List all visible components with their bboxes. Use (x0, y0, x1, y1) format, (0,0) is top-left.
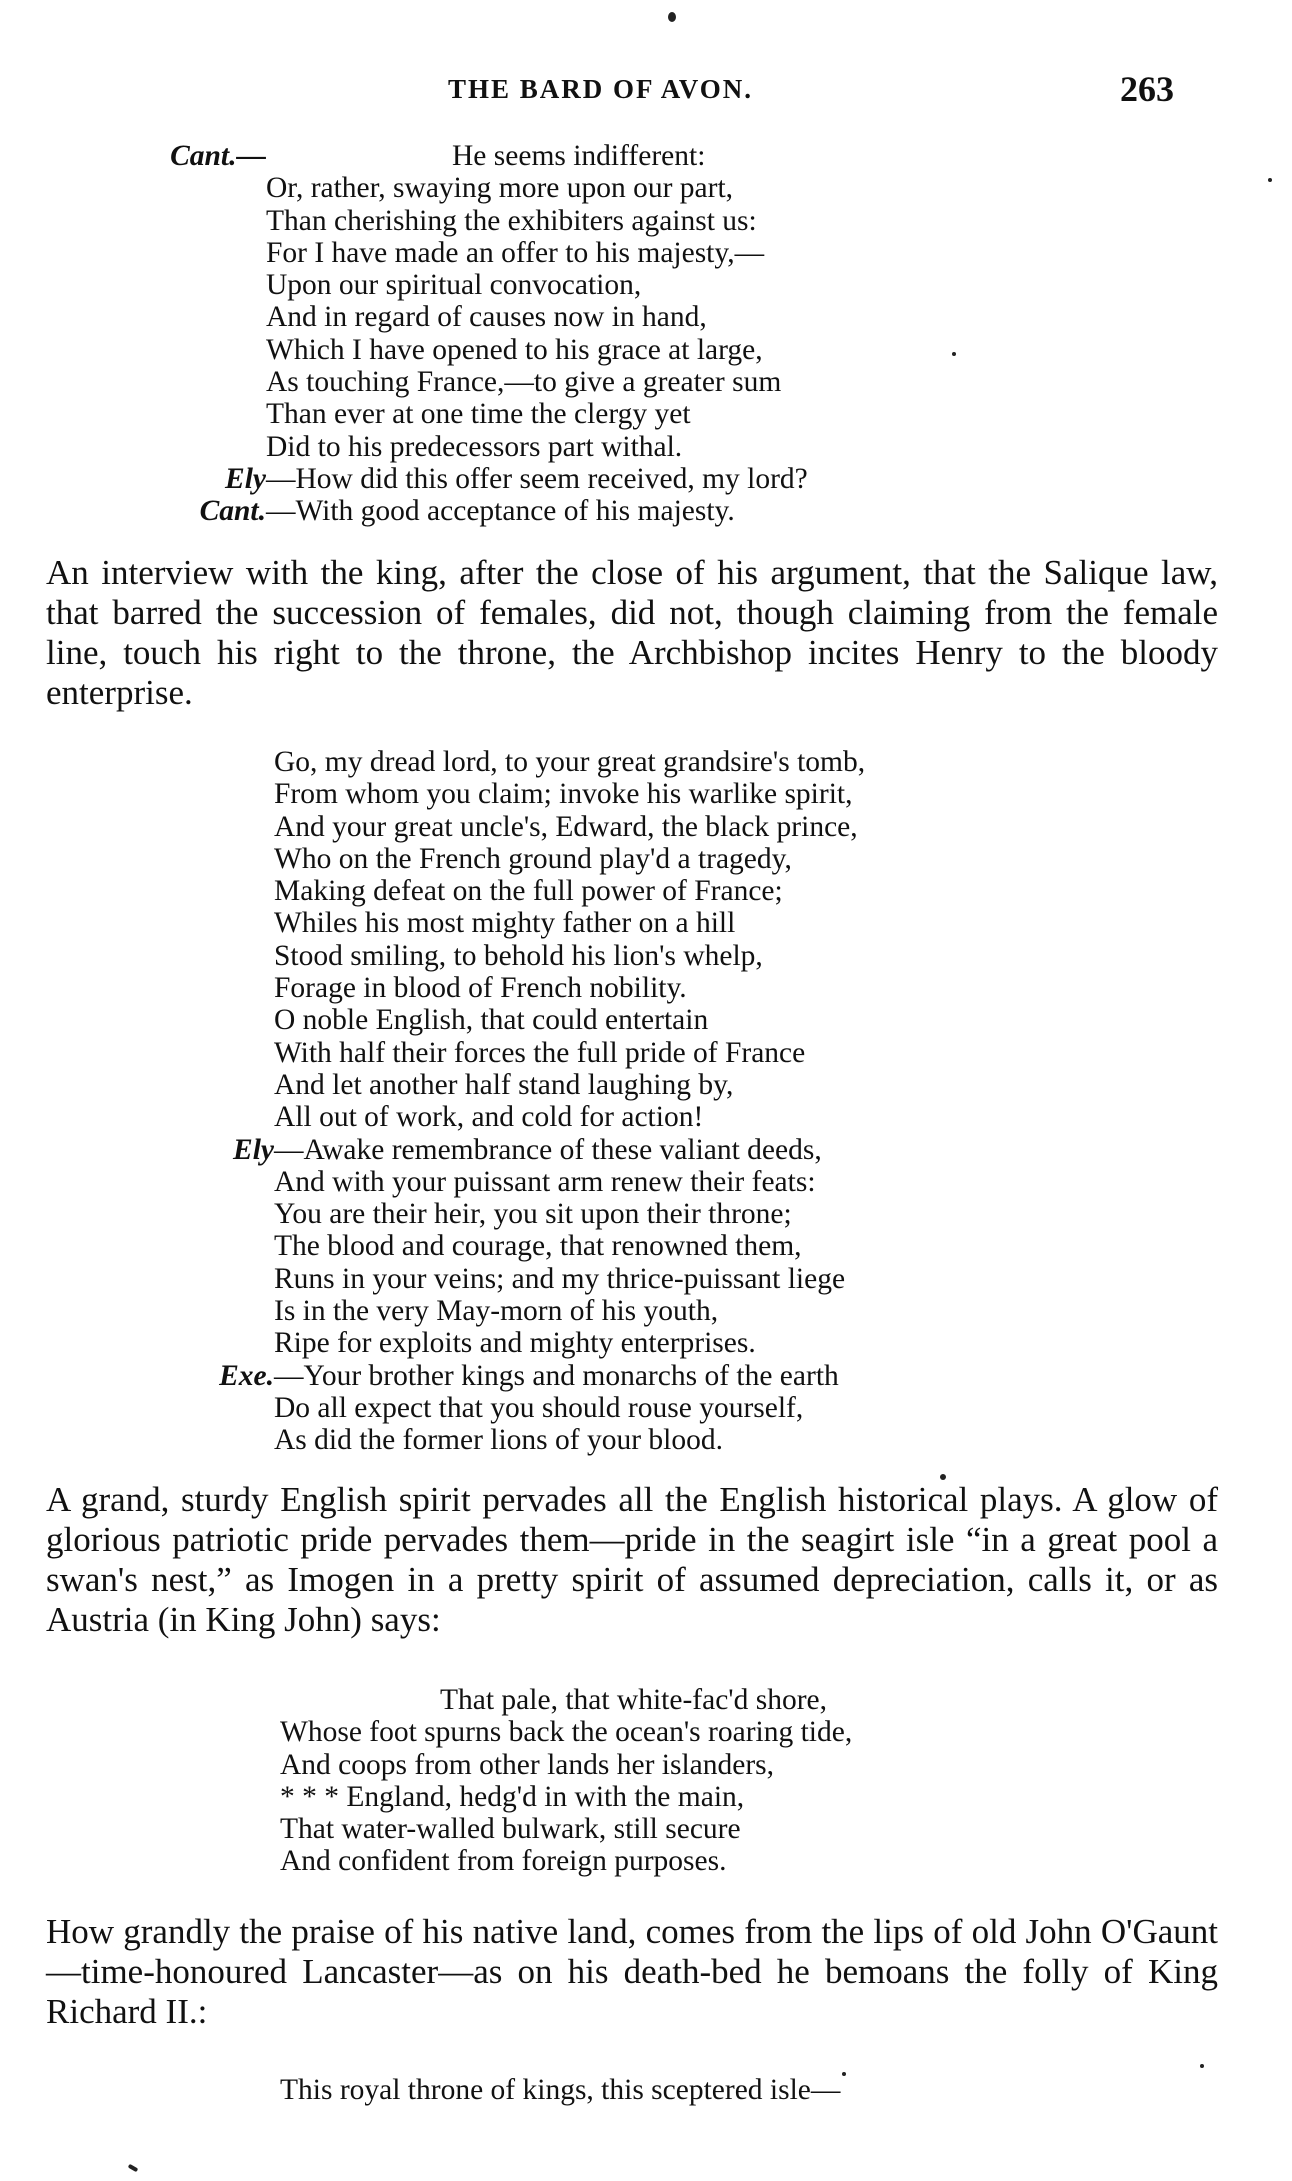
prose-paragraph-2: A grand, sturdy English spirit pervades all the English historical plays. A glow of glorious patriotic pride pervades them—pride in the seagirt isle “in a great pool a swan's nest,” as Imogen in a pretty spirit of assumed depreciation, calls it, or as Austria (in King John) says: (46, 1480, 1218, 1639)
verse-text: Than cherishing the exhibiters against us: (266, 204, 757, 237)
verse-text: From whom you claim; invoke his warlike spirit, (274, 778, 853, 811)
ink-speck (952, 352, 956, 356)
verse-line (274, 843, 865, 875)
verse-line (274, 1037, 865, 1069)
verse-line (280, 1749, 852, 1781)
speaker-name: Ely (233, 1133, 274, 1166)
prose-paragraph-1: An interview with the king, after the close of his argument, that the Salique law, that barred the succession of females, did not, though claiming from the female line, touch his right to the throne, the Archbishop incites Henry to the bloody enterprise. (46, 553, 1218, 712)
verse-block-1 (170, 140, 808, 528)
verse-text: * * * England, hedg'd in with the main, (280, 1780, 745, 1813)
verse-text: This royal throne of kings, this sceptered isle— (280, 2074, 841, 2106)
verse-line (274, 778, 865, 810)
verse-text: Is in the very May-morn of his youth, (274, 1295, 719, 1328)
verse-text: The blood and courage, that renowned them, (274, 1230, 802, 1263)
verse-line (199, 495, 808, 528)
verse-text: Ripe for exploits and mighty enterprises. (274, 1327, 756, 1360)
verse-text: —How did this offer seem received, my lord? (266, 462, 808, 495)
verse-line (274, 907, 865, 939)
verse-text: Making defeat on the full power of France; (274, 875, 783, 908)
verse-text: Who on the French ground play'd a tragedy, (274, 842, 792, 875)
verse-line (274, 1263, 865, 1295)
verse-text: Forage in blood of French nobility. (274, 972, 687, 1005)
verse-line (266, 269, 808, 301)
verse-line (266, 237, 808, 269)
verse-line (274, 1424, 865, 1456)
verse-text: That water-walled bulwark, still secure (280, 1813, 741, 1846)
speaker-name: Exe. (219, 1359, 274, 1392)
verse-line (266, 172, 808, 204)
verse-line (280, 2074, 840, 2106)
verse-text: —Your brother kings and monarchs of the earth (274, 1359, 839, 1392)
verse-line (225, 462, 808, 495)
verse-block-2 (219, 746, 866, 1457)
ink-speck (1200, 2064, 1204, 2068)
verse-text: Runs in your veins; and my thrice-puissant liege (274, 1262, 846, 1295)
verse-line (266, 301, 808, 333)
verse-text: Than ever at one time the clergy yet (266, 398, 691, 431)
verse-line (266, 398, 808, 430)
verse-text: Upon our spiritual convocation, (266, 269, 642, 302)
ink-speck (842, 2072, 846, 2076)
verse-text: And with your puissant arm renew their feats: (274, 1165, 816, 1198)
verse-text: And your great uncle's, Edward, the black prince, (274, 810, 858, 843)
verse-text: As touching France,—to give a greater sum (266, 366, 782, 399)
page-number: 263 (1120, 69, 1174, 109)
verse-line (219, 1359, 865, 1392)
verse-line (274, 1069, 865, 1101)
ink-speck (128, 2164, 139, 2172)
verse-text: O noble English, that could entertain (274, 1004, 709, 1037)
speaker-name: Cant.— (170, 140, 266, 172)
running-title: THE BARD OF AVON. (448, 74, 754, 104)
verse-text: —Awake remembrance of these valiant deeds, (274, 1133, 822, 1166)
verse-line (233, 1133, 865, 1166)
verse-text: Do all expect that you should rouse yourself, (274, 1391, 804, 1424)
speaker-name: Ely (225, 462, 266, 495)
verse-text: He seems indifferent: (452, 140, 706, 172)
verse-text: Whiles his most mighty father on a hill (274, 907, 736, 940)
verse-text: That pale, that white-fac'd shore, (440, 1684, 828, 1716)
verse-text: Stood smiling, to behold his lion's whelp, (274, 939, 763, 972)
verse-text: Whose foot spurns back the ocean's roaring tide, (280, 1716, 853, 1749)
verse-text: With half their forces the full pride of France (274, 1036, 806, 1069)
verse-line (274, 1230, 865, 1262)
verse-line (274, 1392, 865, 1424)
verse-line (280, 1781, 852, 1813)
verse-line (274, 1327, 865, 1359)
verse-text: And let another half stand laughing by, (274, 1068, 734, 1101)
verse-line (274, 940, 865, 972)
verse-line (266, 366, 808, 398)
verse-text: Go, my dread lord, to your great grandsire's tomb, (274, 746, 866, 778)
verse-line (274, 972, 865, 1004)
verse-line (266, 431, 808, 463)
verse-text: For I have made an offer to his majesty,— (266, 236, 765, 269)
verse-line (280, 1684, 852, 1716)
verse-line (266, 205, 808, 237)
verse-line (274, 1295, 865, 1327)
verse-line (274, 875, 865, 907)
verse-text: Which I have opened to his grace at large, (266, 333, 763, 366)
verse-text: You are their heir, you sit upon their throne; (274, 1198, 792, 1231)
verse-line (266, 334, 808, 366)
verse-block-4 (280, 2074, 840, 2106)
ink-speck (1268, 178, 1272, 182)
prose-paragraph-3: How grandly the praise of his native land, comes from the lips of old John O'Gaunt—time-honoured Lancaster—as on his death-bed he bemoans the folly of King Richard II.: (46, 1912, 1218, 2031)
verse-line (274, 746, 865, 778)
ink-speck (668, 12, 676, 22)
verse-line (274, 1004, 865, 1036)
verse-block-3 (280, 1684, 852, 1878)
verse-line (274, 1101, 865, 1133)
verse-line (170, 140, 808, 172)
verse-text: As did the former lions of your blood. (274, 1424, 723, 1457)
verse-line (274, 1166, 865, 1198)
verse-text: —With good acceptance of his majesty. (266, 495, 735, 528)
verse-text: And coops from other lands her islanders, (280, 1748, 775, 1781)
verse-line (274, 1198, 865, 1230)
verse-line (274, 811, 865, 843)
page-header (0, 68, 1292, 108)
verse-text: All out of work, and cold for action! (274, 1101, 704, 1134)
verse-text: And in regard of causes now in hand, (266, 301, 707, 334)
verse-text: Did to his predecessors part withal. (266, 430, 683, 463)
speaker-name: Cant. (199, 495, 266, 528)
verse-line (280, 1716, 852, 1748)
verse-text: Or, rather, swaying more upon our part, (266, 172, 734, 205)
verse-text: And confident from foreign purposes. (280, 1845, 727, 1878)
verse-line (280, 1845, 852, 1877)
verse-line (280, 1813, 852, 1845)
